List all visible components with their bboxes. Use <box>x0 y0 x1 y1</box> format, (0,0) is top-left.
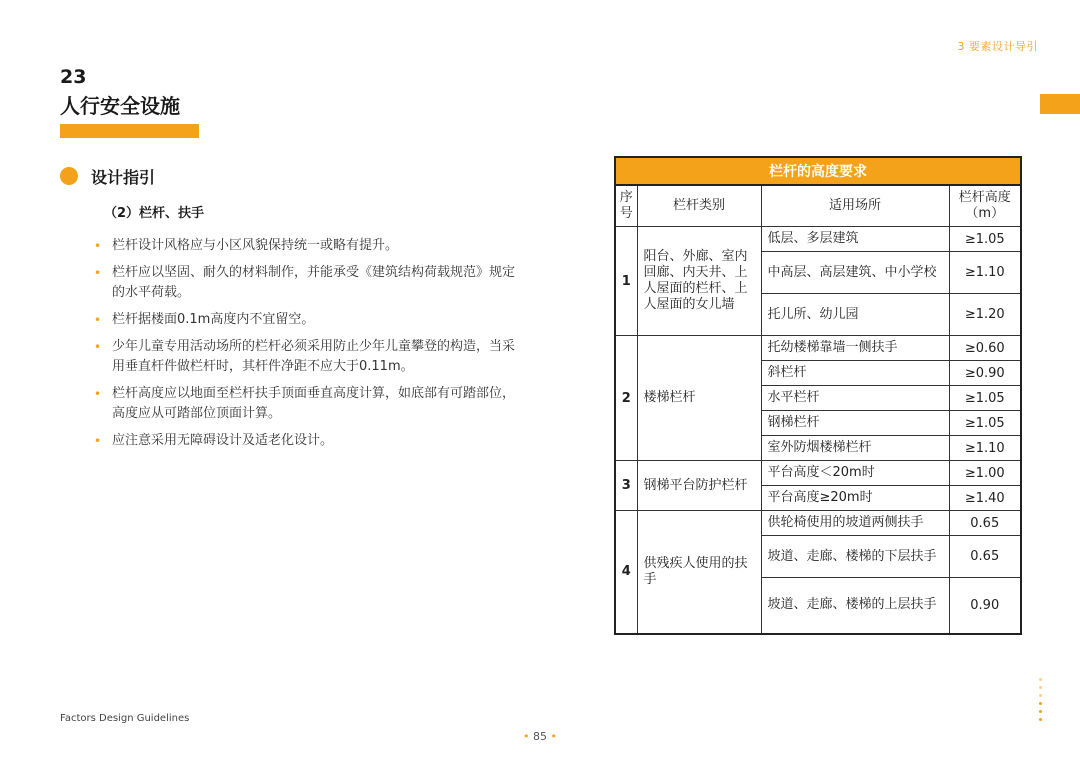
list-item <box>94 337 524 377</box>
height-value: ≥1.20 <box>949 294 1021 336</box>
table-header-row <box>615 185 1021 227</box>
row-number: 2 <box>615 336 637 461</box>
list-item <box>94 431 524 451</box>
applicable-place: 平台高度≥20m时 <box>761 486 949 511</box>
applicable-place: 坡道、走廊、楼梯的下层扶手 <box>761 536 949 578</box>
page-dot-icon: • <box>523 730 530 743</box>
railing-category: 阳台、外廊、室内回廊、内天井、上人屋面的栏杆、上人屋面的女儿墙 <box>637 227 761 336</box>
height-value: ≥1.10 <box>949 436 1021 461</box>
height-value: 0.90 <box>949 578 1021 634</box>
height-value: ≥1.00 <box>949 461 1021 486</box>
column-header-height: 栏杆高度（m） <box>949 185 1021 227</box>
chapter-breadcrumb: 3 要素设计导引 <box>957 40 1038 53</box>
height-value: 0.65 <box>949 511 1021 536</box>
applicable-place: 斜栏杆 <box>761 361 949 386</box>
guide-heading: 设计指引 <box>91 168 156 187</box>
table-row <box>615 336 1021 361</box>
decorative-dots <box>1039 678 1043 726</box>
list-item-text: 栏杆据楼面0.1m高度内不宜留空。 <box>112 312 315 327</box>
row-number: 3 <box>615 461 637 511</box>
list-item <box>94 384 524 424</box>
height-value: ≥1.40 <box>949 486 1021 511</box>
footer-publication-name: Factors Design Guidelines <box>60 713 190 724</box>
chapter-edge-tab <box>1040 94 1080 114</box>
height-value: ≥0.90 <box>949 361 1021 386</box>
bullet-icon: • <box>94 434 102 448</box>
railing-height-table <box>614 156 1020 635</box>
height-value: 0.65 <box>949 536 1021 578</box>
applicable-place: 室外防烟楼梯栏杆 <box>761 436 949 461</box>
applicable-place: 平台高度＜20m时 <box>761 461 949 486</box>
title-underline-bar <box>60 124 199 138</box>
height-value: ≥1.05 <box>949 386 1021 411</box>
page-number-text: 85 <box>533 730 547 743</box>
list-item-text: 栏杆应以坚固、耐久的材料制作，并能承受《建筑结构荷载规范》规定的水平荷载。 <box>112 265 516 300</box>
column-header-category: 栏杆类别 <box>637 185 761 227</box>
applicable-place: 钢梯栏杆 <box>761 411 949 436</box>
height-value: ≥1.10 <box>949 252 1021 294</box>
subheading: （2）栏杆、扶手 <box>104 206 205 221</box>
guideline-list <box>94 236 524 458</box>
list-item-text: 少年儿童专用活动场所的栏杆必须采用防止少年儿童攀登的构造，当采用垂直杆件做栏杆时，其杆件净距不应大于0.11m。 <box>112 339 516 374</box>
height-value: ≥1.05 <box>949 411 1021 436</box>
bullet-icon: • <box>94 340 102 354</box>
applicable-place: 坡道、走廊、楼梯的上层扶手 <box>761 578 949 634</box>
column-header-no: 序号 <box>615 185 637 227</box>
applicable-place: 中高层、高层建筑、中小学校 <box>761 252 949 294</box>
railing-category: 供残疾人使用的扶手 <box>637 511 761 634</box>
bullet-dot-icon <box>60 167 78 185</box>
list-item <box>94 236 524 256</box>
height-value: ≥1.05 <box>949 227 1021 252</box>
list-item-text: 应注意采用无障碍设计及适老化设计。 <box>112 433 334 448</box>
list-item-text: 栏杆设计风格应与小区风貌保持统一或略有提升。 <box>112 238 399 253</box>
row-number: 4 <box>615 511 637 634</box>
page-title: 人行安全设施 <box>60 94 180 118</box>
table-row <box>615 227 1021 252</box>
table-row <box>615 511 1021 536</box>
table-row <box>615 461 1021 486</box>
applicable-place: 托儿所、幼儿园 <box>761 294 949 336</box>
applicable-place: 低层、多层建筑 <box>761 227 949 252</box>
applicable-place: 水平栏杆 <box>761 386 949 411</box>
bullet-icon: • <box>94 266 102 280</box>
applicable-place: 托幼楼梯靠墙一侧扶手 <box>761 336 949 361</box>
applicable-place: 供轮椅使用的坡道两侧扶手 <box>761 511 949 536</box>
table-caption-row <box>615 157 1021 185</box>
page-dot-icon: • <box>550 730 557 743</box>
row-number: 1 <box>615 227 637 336</box>
height-value: ≥0.60 <box>949 336 1021 361</box>
column-header-place: 适用场所 <box>761 185 949 227</box>
list-item <box>94 310 524 330</box>
section-number: 23 <box>60 66 87 88</box>
railing-category: 钢梯平台防护栏杆 <box>637 461 761 511</box>
bullet-icon: • <box>94 239 102 253</box>
bullet-icon: • <box>94 387 102 401</box>
list-item-text: 栏杆高度应以地面至栏杆扶手顶面垂直高度计算，如底部有可踏部位，高度应从可踏部位顶面计算。 <box>112 386 516 421</box>
railing-category: 楼梯栏杆 <box>637 336 761 461</box>
page-number <box>0 730 1080 743</box>
table-caption: 栏杆的高度要求 <box>615 157 1021 185</box>
bullet-icon: • <box>94 313 102 327</box>
list-item <box>94 263 524 303</box>
